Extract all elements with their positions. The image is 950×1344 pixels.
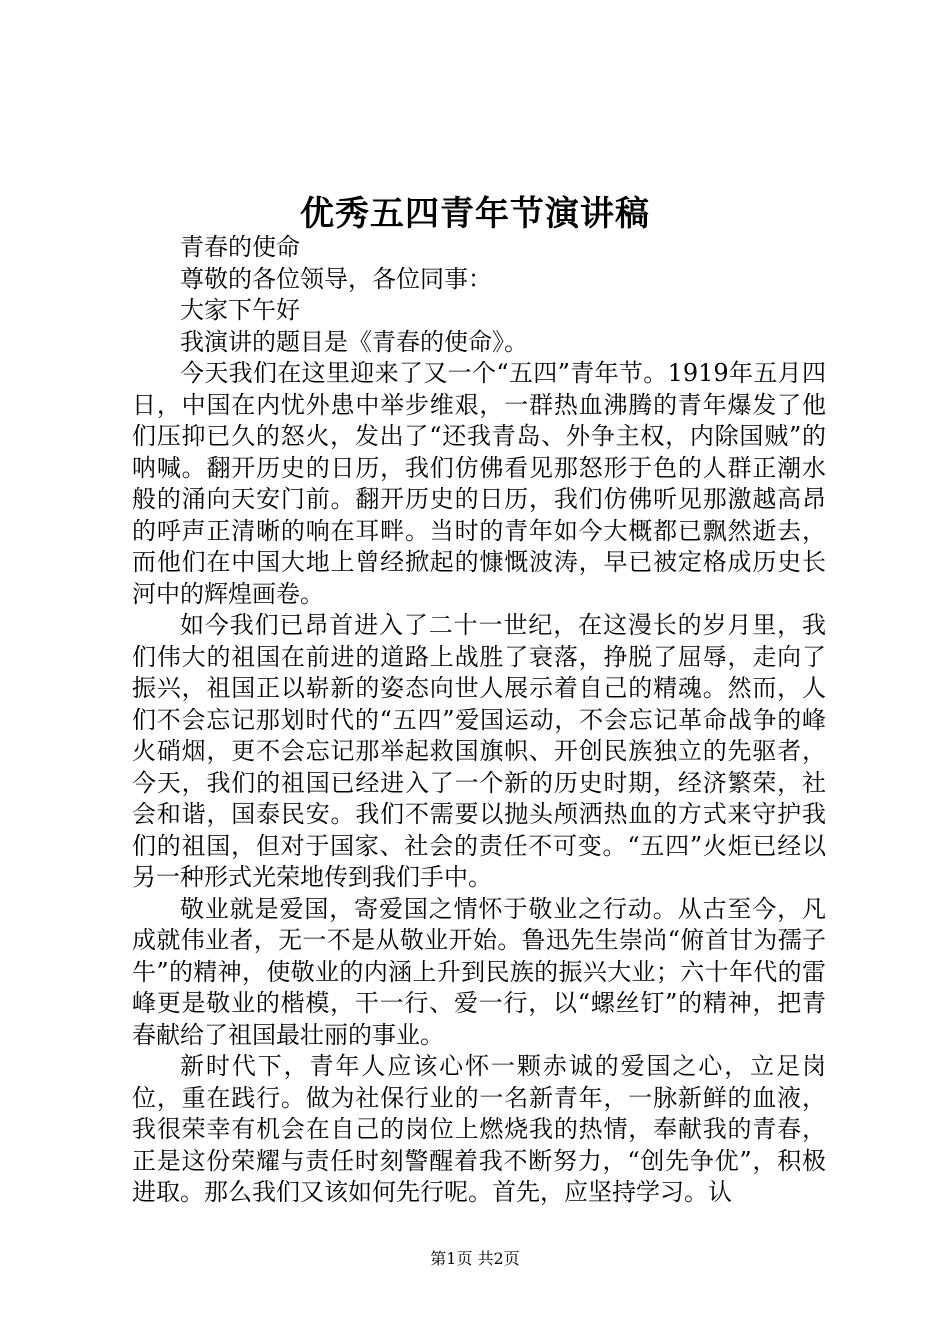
- body-paragraph-new-era: 新时代下，青年人应该心怀一颗赤诚的爱国之心，立足岗位，重在践行。做为社保行业的一名新青年，一脉新鲜的血液，我很荣幸有机会在自己的岗位上燃烧我的热情，奉献我的青春，正是这份荣耀与责任时刻警醒着我不断努力，“创先争优”，积极进取。那么我们又该如何先行呢。首先，应坚持学习。认: [132, 1052, 826, 1206]
- body-paragraph-history: 今天我们在这里迎来了又一个“五四”青年节。1919年五月四日，中国在内忧外患中举步维艰，一群热血沸腾的青年爆发了他们压抑已久的怒火，发出了“还我青岛、外争主权，内除国贼”的呐喊。翻开历史的日历，我们仿佛看见那怒形于色的人群正潮水般的涌向天安门前。翻开历史的日历，我们仿佛听见那激越高昂的呼声正清晰的响在耳畔。当时的青年如今大概都已飘然逝去，而他们在中国大地上曾经掀起的慷慨波涛，早已被定格成历史长河中的辉煌画卷。: [132, 359, 826, 608]
- body-paragraph-century: 如今我们已昂首进入了二十一世纪，在这漫长的岁月里，我们伟大的祖国在前进的道路上战胜了衰落，挣脱了屈辱，走向了振兴，祖国正以崭新的姿态向世人展示着自己的精魂。然而，人们不会忘记那划时代的“五四”爱国运动，不会忘记革命战争的峰火硝烟，更不会忘记那举起救国旗帜、开创民族独立的先驱者，今天，我们的祖国已经进入了一个新的历史时期，经济繁荣，社会和谐，国泰民安。我们不需要以抛头颅洒热血的方式来守护我们的祖国，但对于国家、社会的责任不可变。“五四”火炬已经以另一种形式光荣地传到我们手中。: [132, 611, 826, 891]
- topic-paragraph: 我演讲的题目是《青春的使命》。: [180, 327, 528, 356]
- body-paragraph-dedication: 敬业就是爱国，寄爱国之情怀于敬业之行动。从古至今，凡成就伟业者，无一不是从敬业开始。鲁迅先生崇尚“俯首甘为孺子牛”的精神，使敬业的内涵上升到民族的振兴大业；六十年代的雷峰更是敬业的楷模，干一行、爱一行，以“螺丝钉”的精神，把青春献给了祖国最壮丽的事业。: [132, 894, 826, 1049]
- greeting-paragraph: 大家下午好: [180, 296, 300, 324]
- salutation-paragraph: 尊敬的各位领导，各位同事：: [180, 264, 492, 293]
- document-body: [132, 232, 826, 1209]
- page-number-footer: 第1页 共2页: [430, 1249, 520, 1268]
- document-title: 优秀五四青年节演讲稿: [300, 194, 650, 234]
- subtitle-paragraph: 青春的使命: [180, 233, 300, 261]
